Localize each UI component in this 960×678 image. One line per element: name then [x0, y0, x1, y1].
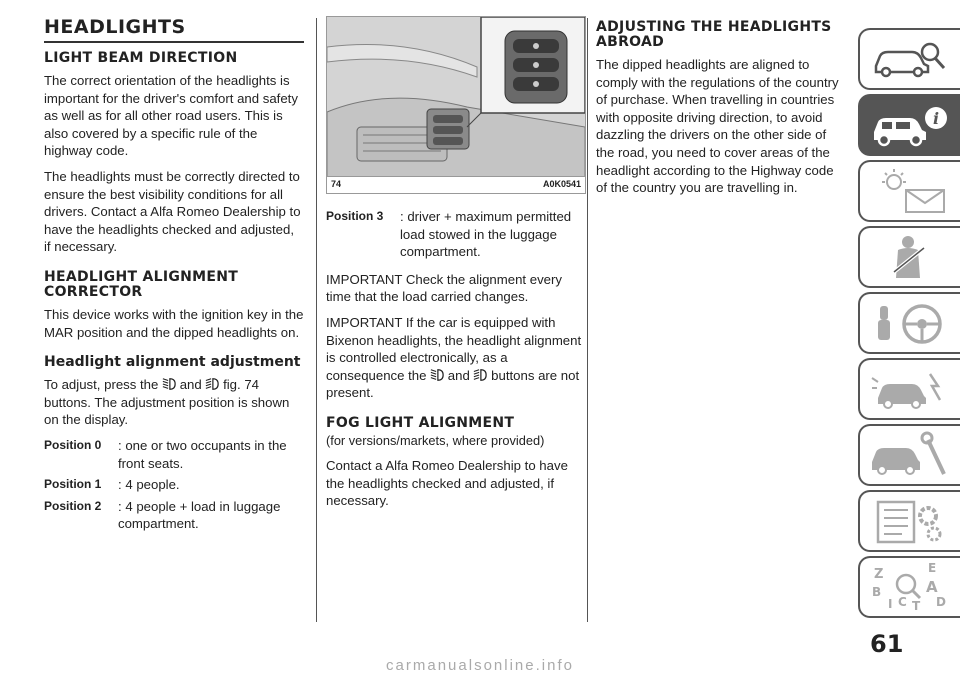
position-item: Position 2 : 4 people + load in luggage compartment.: [44, 498, 281, 532]
car-crash-icon: [868, 364, 954, 414]
figure-headlight-switch: [326, 16, 586, 194]
tab-servicing-maintenance[interactable]: [858, 424, 960, 486]
paragraph: The dipped headlights are aligned to comply with the regulations of the country of purchase. When travelling in countries with opposite driving direction, to avoid dazzling the drivers on the other side of the road, you need to cover areas of the headlight according to the Highway code of the country you are travelling in.: [596, 57, 839, 196]
steering-wheel-icon: [868, 298, 954, 348]
important-note: IMPORTANT If the car is equipped with Bixenon headlights, the headlight alignment is controlled electronically, as a consequence the and buttons are not present.: [326, 314, 582, 401]
svg-text:C: C: [898, 595, 907, 609]
headlight-down-icon: [473, 368, 487, 382]
car-search-icon: [868, 34, 954, 84]
figure-caption: [327, 176, 585, 193]
dashboard-illustration: [327, 17, 585, 177]
column-left: [44, 16, 304, 537]
position-item: Position 3 : driver + maximum permitted load stowed in the luggage compartment.: [326, 209, 572, 260]
svg-text:T: T: [912, 599, 921, 612]
figure-reference: fig. 74: [223, 377, 259, 393]
watermark: carmanualsonline.info: [386, 657, 574, 674]
paragraph: This device works with the ignition key in the MAR position and the dipped headlights on.: [44, 306, 304, 340]
paragraph: The headlights must be correctly directed to ensure the best visibility conditions for all drivers. Contact a Alfa Romeo Dealership to have the headlights checked and adjusted, if necessary.: [44, 168, 301, 255]
section-heading-light-beam: LIGHT BEAM DIRECTION: [44, 50, 238, 66]
svg-text:A: A: [926, 578, 938, 596]
svg-text:I: I: [888, 597, 893, 611]
position-item: Position 1 : 4 people.: [44, 477, 180, 493]
svg-text:B: B: [872, 585, 882, 599]
column-divider-1: [316, 18, 317, 622]
section-heading-fog-light: FOG LIGHT ALIGNMENT: [326, 414, 515, 431]
section-heading-abroad: ADJUSTING THE HEADLIGHTS ABROAD: [596, 19, 832, 50]
section-heading-alignment-corrector: HEADLIGHT ALIGNMENT CORRECTOR: [44, 268, 239, 300]
fog-light-note: (for versions/markets, where provided): [326, 432, 545, 448]
svg-text:i: i: [932, 109, 940, 128]
tab-technical-specifications[interactable]: [858, 490, 960, 552]
tab-emergency[interactable]: [858, 358, 960, 420]
column-divider-2: [587, 18, 588, 622]
figure-number: 74: [331, 179, 342, 189]
column-right: [596, 16, 846, 205]
warning-light-icon: [868, 166, 954, 216]
figure-code: A0K0541: [542, 179, 581, 189]
svg-text:D: D: [936, 595, 946, 609]
paragraph: Contact a Alfa Romeo Dealership to have the headlights checked and adjusted, if necessary.: [326, 457, 568, 509]
tab-instruments-controls[interactable]: [858, 94, 960, 156]
tab-index[interactable]: [858, 556, 960, 618]
tab-getting-to-know-car[interactable]: [858, 28, 960, 90]
alphabetical-index-icon: [868, 562, 954, 612]
paragraph-adjustment: To adjust, press the and fig. 74 buttons. The adjustment position is shown on the display.: [44, 377, 290, 428]
paragraph: The correct orientation of the headlights is important for the driver's comfort and safety as well as for all other road users. This is also covered by a specific rule of the highway code.: [44, 73, 298, 159]
headlight-up-icon: [430, 368, 444, 382]
tab-starting-driving[interactable]: [858, 292, 960, 354]
position-item: Position 0 : one or two occupants in the front seats.: [44, 437, 287, 471]
headlight-up-icon: [162, 377, 176, 391]
svg-text:Z: Z: [874, 567, 884, 582]
page-number: 61: [870, 630, 904, 658]
tab-safety[interactable]: [858, 226, 960, 288]
car-wrench-icon: [868, 430, 954, 480]
tab-warning-lights[interactable]: [858, 160, 960, 222]
subsection-heading-adjustment: Headlight alignment adjustment: [44, 354, 301, 371]
specs-gear-icon: [868, 496, 954, 546]
column-middle: [326, 16, 584, 518]
page-title: HEADLIGHTS: [44, 16, 304, 43]
svg-text:E: E: [928, 562, 937, 575]
important-note: IMPORTANT Check the alignment every time that the load carried changes.: [326, 271, 562, 305]
car-info-icon: [868, 100, 954, 150]
headlight-down-icon: [205, 377, 219, 391]
seat-belt-icon: [868, 232, 954, 282]
